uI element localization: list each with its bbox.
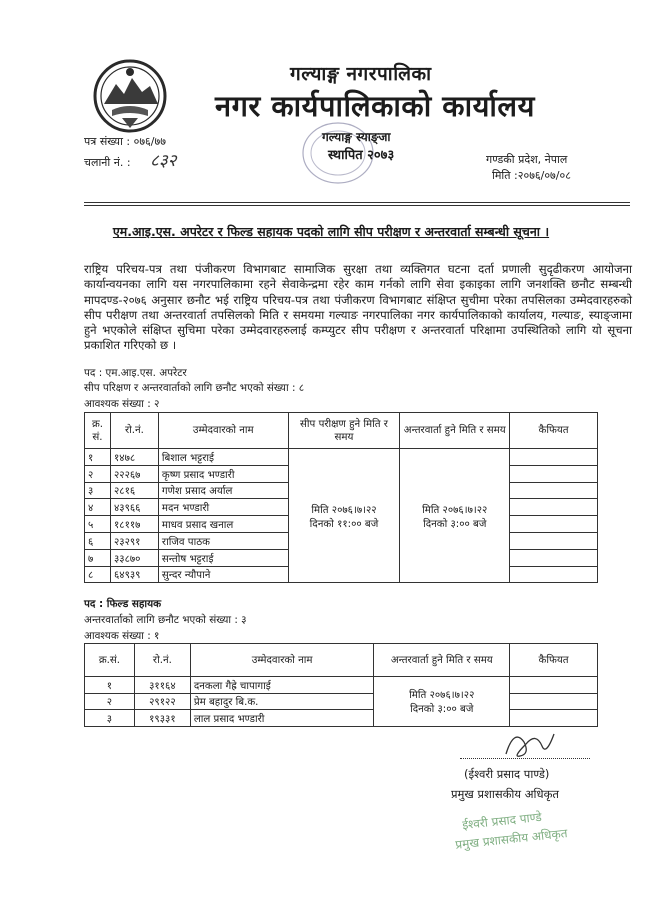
cell-roll: १९३३१ (134, 710, 190, 727)
cell-name: दनकला गैह्रे चापागाई (190, 677, 374, 694)
cell-remarks (510, 449, 598, 466)
name-stamp-line2: प्रमुख प्रशासकीय अधिकृत (454, 826, 569, 852)
nepal-emblem-icon (92, 58, 168, 134)
header-divider (84, 202, 630, 203)
col-roll: रो.नं. (110, 413, 158, 449)
cell-sn: ८ (85, 566, 111, 583)
header-divider-2 (84, 205, 630, 206)
interview-schedule (374, 677, 510, 727)
letter-date: मिति :२०७६/०७/०८ (492, 169, 571, 182)
skill-test-schedule (288, 449, 400, 583)
col-interview: अन्तरवार्ता हुने मिति र समय (400, 413, 510, 449)
cell-sn: १ (85, 449, 111, 466)
name-stamp-line1: ईश्वरी प्रसाद पाण्डे (461, 809, 543, 833)
mis-operator-table (84, 412, 598, 583)
signature-icon (500, 724, 560, 766)
cell-remarks (510, 677, 598, 694)
dispatch-number: ८३२ (150, 151, 177, 171)
col-remarks: कैफियत (510, 644, 598, 677)
required-count-1: आवश्यक संख्या : २ (84, 398, 160, 410)
municipality-name: गल्याङ्ग नगरपालिका (290, 63, 432, 85)
cell-name: गणेश प्रसाद अर्याल (158, 482, 288, 499)
interview-time: दिनको ३:०० बजे (423, 518, 487, 530)
signatory-title: प्रमुख प्रशासकीय अधिकृत (451, 787, 559, 801)
cell-sn: १ (85, 677, 135, 694)
cell-name: माधव प्रसाद खनाल (158, 516, 288, 533)
cell-name: बिशाल भट्टराई (158, 449, 288, 466)
table-row (85, 449, 598, 466)
skill-test-date: मिति २०७६।७।२२ (311, 504, 377, 516)
interview-date: मिति २०७६।७।२२ (422, 504, 488, 516)
table-row (85, 677, 598, 694)
stamp-place: गल्याङ्ग स्याङ्जा (322, 130, 391, 144)
cell-name: सन्तोष भट्टराई (158, 549, 288, 566)
cell-name: लाल प्रसाद भण्डारी (190, 710, 374, 727)
shortlisted-count-1: सीप परिक्षण र अन्तरवार्ताको लागि छनौट भएको संख्या : ८ (84, 382, 305, 394)
province: गण्डकी प्रदेश, नेपाल (486, 153, 568, 166)
office-name: नगर कार्यपालिकाको कार्यालय (215, 89, 535, 123)
cell-remarks (510, 566, 598, 583)
cell-remarks (510, 465, 598, 482)
cell-sn: ५ (85, 516, 111, 533)
cell-roll: १८११७ (110, 516, 158, 533)
cell-roll: ६४९३९ (110, 566, 158, 583)
reference-number: पत्र संख्या : ०७६/७७ (84, 135, 166, 148)
signatory-name: (ईश्वरी प्रसाद पाण्डे) (464, 767, 550, 781)
col-name: उम्मेदवारको नाम (190, 644, 374, 677)
interview-date: मिति २०७६।७।२२ (409, 690, 475, 702)
cell-sn: ३ (85, 710, 135, 727)
interview-schedule (400, 449, 510, 583)
cell-sn: ६ (85, 532, 111, 549)
cell-remarks (510, 693, 598, 710)
cell-sn: ४ (85, 499, 111, 516)
cell-roll: २८१६ (110, 482, 158, 499)
post-title-2: पद : फिल्ड सहायक (84, 598, 162, 610)
signature-line (460, 758, 590, 759)
cell-roll: २९१२२ (134, 693, 190, 710)
cell-remarks (510, 516, 598, 533)
cell-remarks (510, 549, 598, 566)
cell-sn: ७ (85, 549, 111, 566)
cell-sn: २ (85, 465, 111, 482)
cell-roll: ३३८७० (110, 549, 158, 566)
field-assistant-table (84, 643, 598, 727)
cell-roll: ४३९६६ (110, 499, 158, 516)
shortlisted-count-2: अन्तरवार्ताको लागि छनौट भएको संख्या : ३ (84, 614, 247, 626)
cell-remarks (510, 532, 598, 549)
required-count-2: आवश्यक संख्या : १ (84, 630, 160, 642)
cell-roll: ३११६४ (134, 677, 190, 694)
col-name: उम्मेदवारको नाम (158, 413, 288, 449)
cell-roll: १४७८ (110, 449, 158, 466)
col-remarks: कैफियत (510, 413, 598, 449)
cell-sn: २ (85, 693, 135, 710)
cell-name: प्रेम बहादुर बि.क. (190, 693, 374, 710)
col-sn: क्र. सं. (85, 413, 111, 449)
interview-time: दिनको ३:०० बजे (410, 704, 474, 716)
notice-subject: एम.आइ.एस. अपरेटर र फिल्ड सहायक पदको लागि सीप परीक्षण र अन्तरवार्ता सम्बन्धी सूचना । (112, 224, 550, 239)
stamp-established: स्थापित २०७३ (328, 148, 395, 163)
col-interview: अन्तरवार्ता हुने मिति र समय (374, 644, 510, 677)
post-title-1: पद : एम.आइ.एस. अपरेटर (84, 367, 187, 379)
col-roll: रो.नं. (134, 644, 190, 677)
notice-paragraph: राष्ट्रिय परिचय-पत्र तथा पंजीकरण विभागबाट सामाजिक सुरक्षा तथा व्यक्तिगत घटना दर्ता प्रणाली सुदृढीकरण आयोजना कार्यान्वयनका लागि यस नगरपालिकामा रहने सेवाकेन्द्रमा रहेर काम गर्नको लागि सेवा इकाइका लागि जनशक्ति छनौट सम्बन्धी मापदण्ड-२०७६ अनुसार छनौट भई राष्ट्रिय परिचय-पत्र तथा पंजीकरण विभागबाट संक्षिप्त सुचीमा परेका तपसिलका उम्मेदवारहरुको सीप परीक्षण तथा अन्तरवार्ता तपसिलको मिति र समयमा गल्याङ नगरपालिका नगर कार्यपालिकाको कार्यालय, गल्याङ, स्याङ्जामा हुने भएकोले संक्षिप्त सुचिमा परेका उम्मेदवारहरुलाई कम्प्युटर सीप परीक्षण र अन्तरवार्ता परिक्षामा उपस्थितिको लागि यो सूचना प्रकाशित गरिएको छ । (84, 262, 632, 353)
dispatch-label: चलानी नं. : (84, 156, 131, 169)
cell-name: सुन्दर न्यौपाने (158, 566, 288, 583)
cell-roll: २३२९१ (110, 532, 158, 549)
cell-sn: ३ (85, 482, 111, 499)
cell-remarks (510, 482, 598, 499)
table-row (85, 693, 598, 710)
cell-name: कृष्ण प्रसाद भण्डारी (158, 465, 288, 482)
col-skill-test: सीप परीक्षण हुने मिति र समय (288, 413, 400, 449)
col-sn: क्र.सं. (85, 644, 135, 677)
cell-remarks (510, 499, 598, 516)
cell-name: राजिव पाठक (158, 532, 288, 549)
cell-name: मदन भण्डारी (158, 499, 288, 516)
cell-roll: २२२६७ (110, 465, 158, 482)
skill-test-time: दिनको ११:०० बजे (309, 518, 379, 530)
